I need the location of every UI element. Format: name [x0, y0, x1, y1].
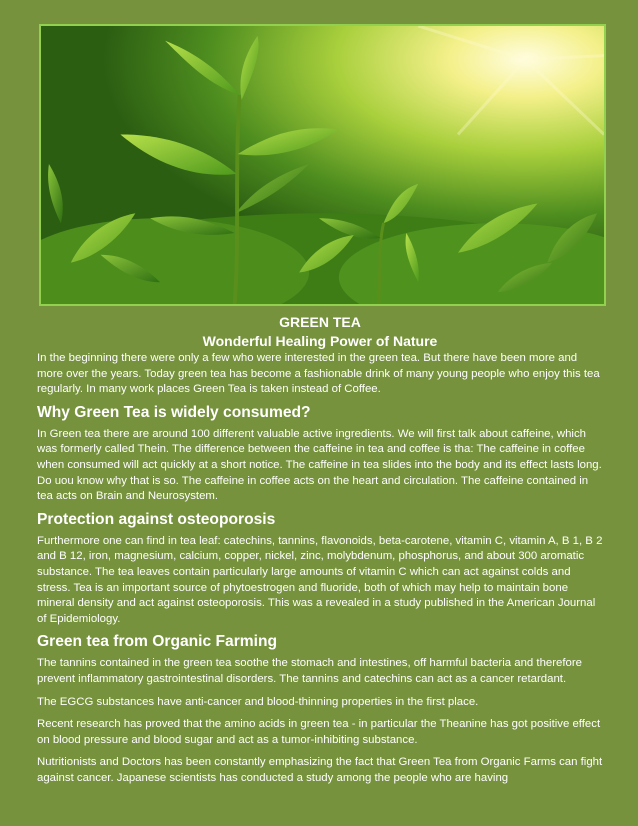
article: [37, 313, 603, 789]
page-title: GREEN TEA: [279, 314, 361, 330]
section-paragraph: Nutritionists and Doctors has been constantly emphasizing the fact that Green Tea from Organic Farms can fight against cancer. Japanese scientists has conducted a study among the people who are having: [37, 756, 603, 784]
section-paragraph: The tannins contained in the green tea soothe the stomach and intestines, off harmful bacteria and therefore prevent inflammatory gastrointestinal disorders. The tannins and catechins can act as a cancer retardant.: [37, 657, 582, 685]
section-heading: Protection against osteoporosis: [37, 510, 276, 528]
section-paragraph: In Green tea there are around 100 different valuable active ingredients. We will first talk about caffeine, which was formerly called Thein. The difference between the caffeine in tea and coffee is tha: The caffeine in coffee when consumed will act quickly at a short notice. The caffeine in tea slides into the body and its effect lasts long. Do uou know why that is so. The caffeine in coffee acts on the heart and circulation. The caffeine contained in tea acts on Brain and Neurosystem.: [37, 427, 602, 503]
section-paragraph: Recent research has proved that the amino acids in green tea - in particular the Theanine has got positive effect on blood pressure and blood sugar and act as a tumor-inhibiting substance.: [37, 718, 601, 746]
hero-photo-tea-leaves: [39, 24, 606, 306]
title-block: [37, 313, 603, 351]
section-paragraph: Furthermore one can find in tea leaf: catechins, tannins, flavonoids, beta-carotene, vitamin C, vitamin A, B 1, B 2 and B 12, iron, magnesium, calcium, copper, nickel, zinc, molybdenum, phosphorus, and about 300 aromatic substance. The tea leaves contain particularly large amounts of vitamin C which can act against colds and stress. Tea is an important source of phytoestrogen and fluoride, both of which may help to maintain bone mineral density and act against osteoporosis. This was a revealed in a study published in the American Journal of Epidemiology.: [37, 534, 603, 625]
page-subtitle: Wonderful Healing Power of Nature: [202, 333, 438, 349]
section-paragraph: The EGCG substances have anti-cancer and blood-thinning properties in the first place.: [37, 695, 479, 708]
section-heading: Why Green Tea is widely consumed?: [37, 403, 311, 421]
intro-paragraph: In the beginning there were only a few who were interested in the green tea. But there have been more and more over the years. Today green tea has become a fashionable drink of many young people who enjoy this tea regularly. In many work places Green Tea is taken instead of Coffee.: [37, 352, 600, 396]
section-heading: Green tea from Organic Farming: [37, 633, 278, 651]
tea-plant-illustration: [41, 26, 604, 304]
